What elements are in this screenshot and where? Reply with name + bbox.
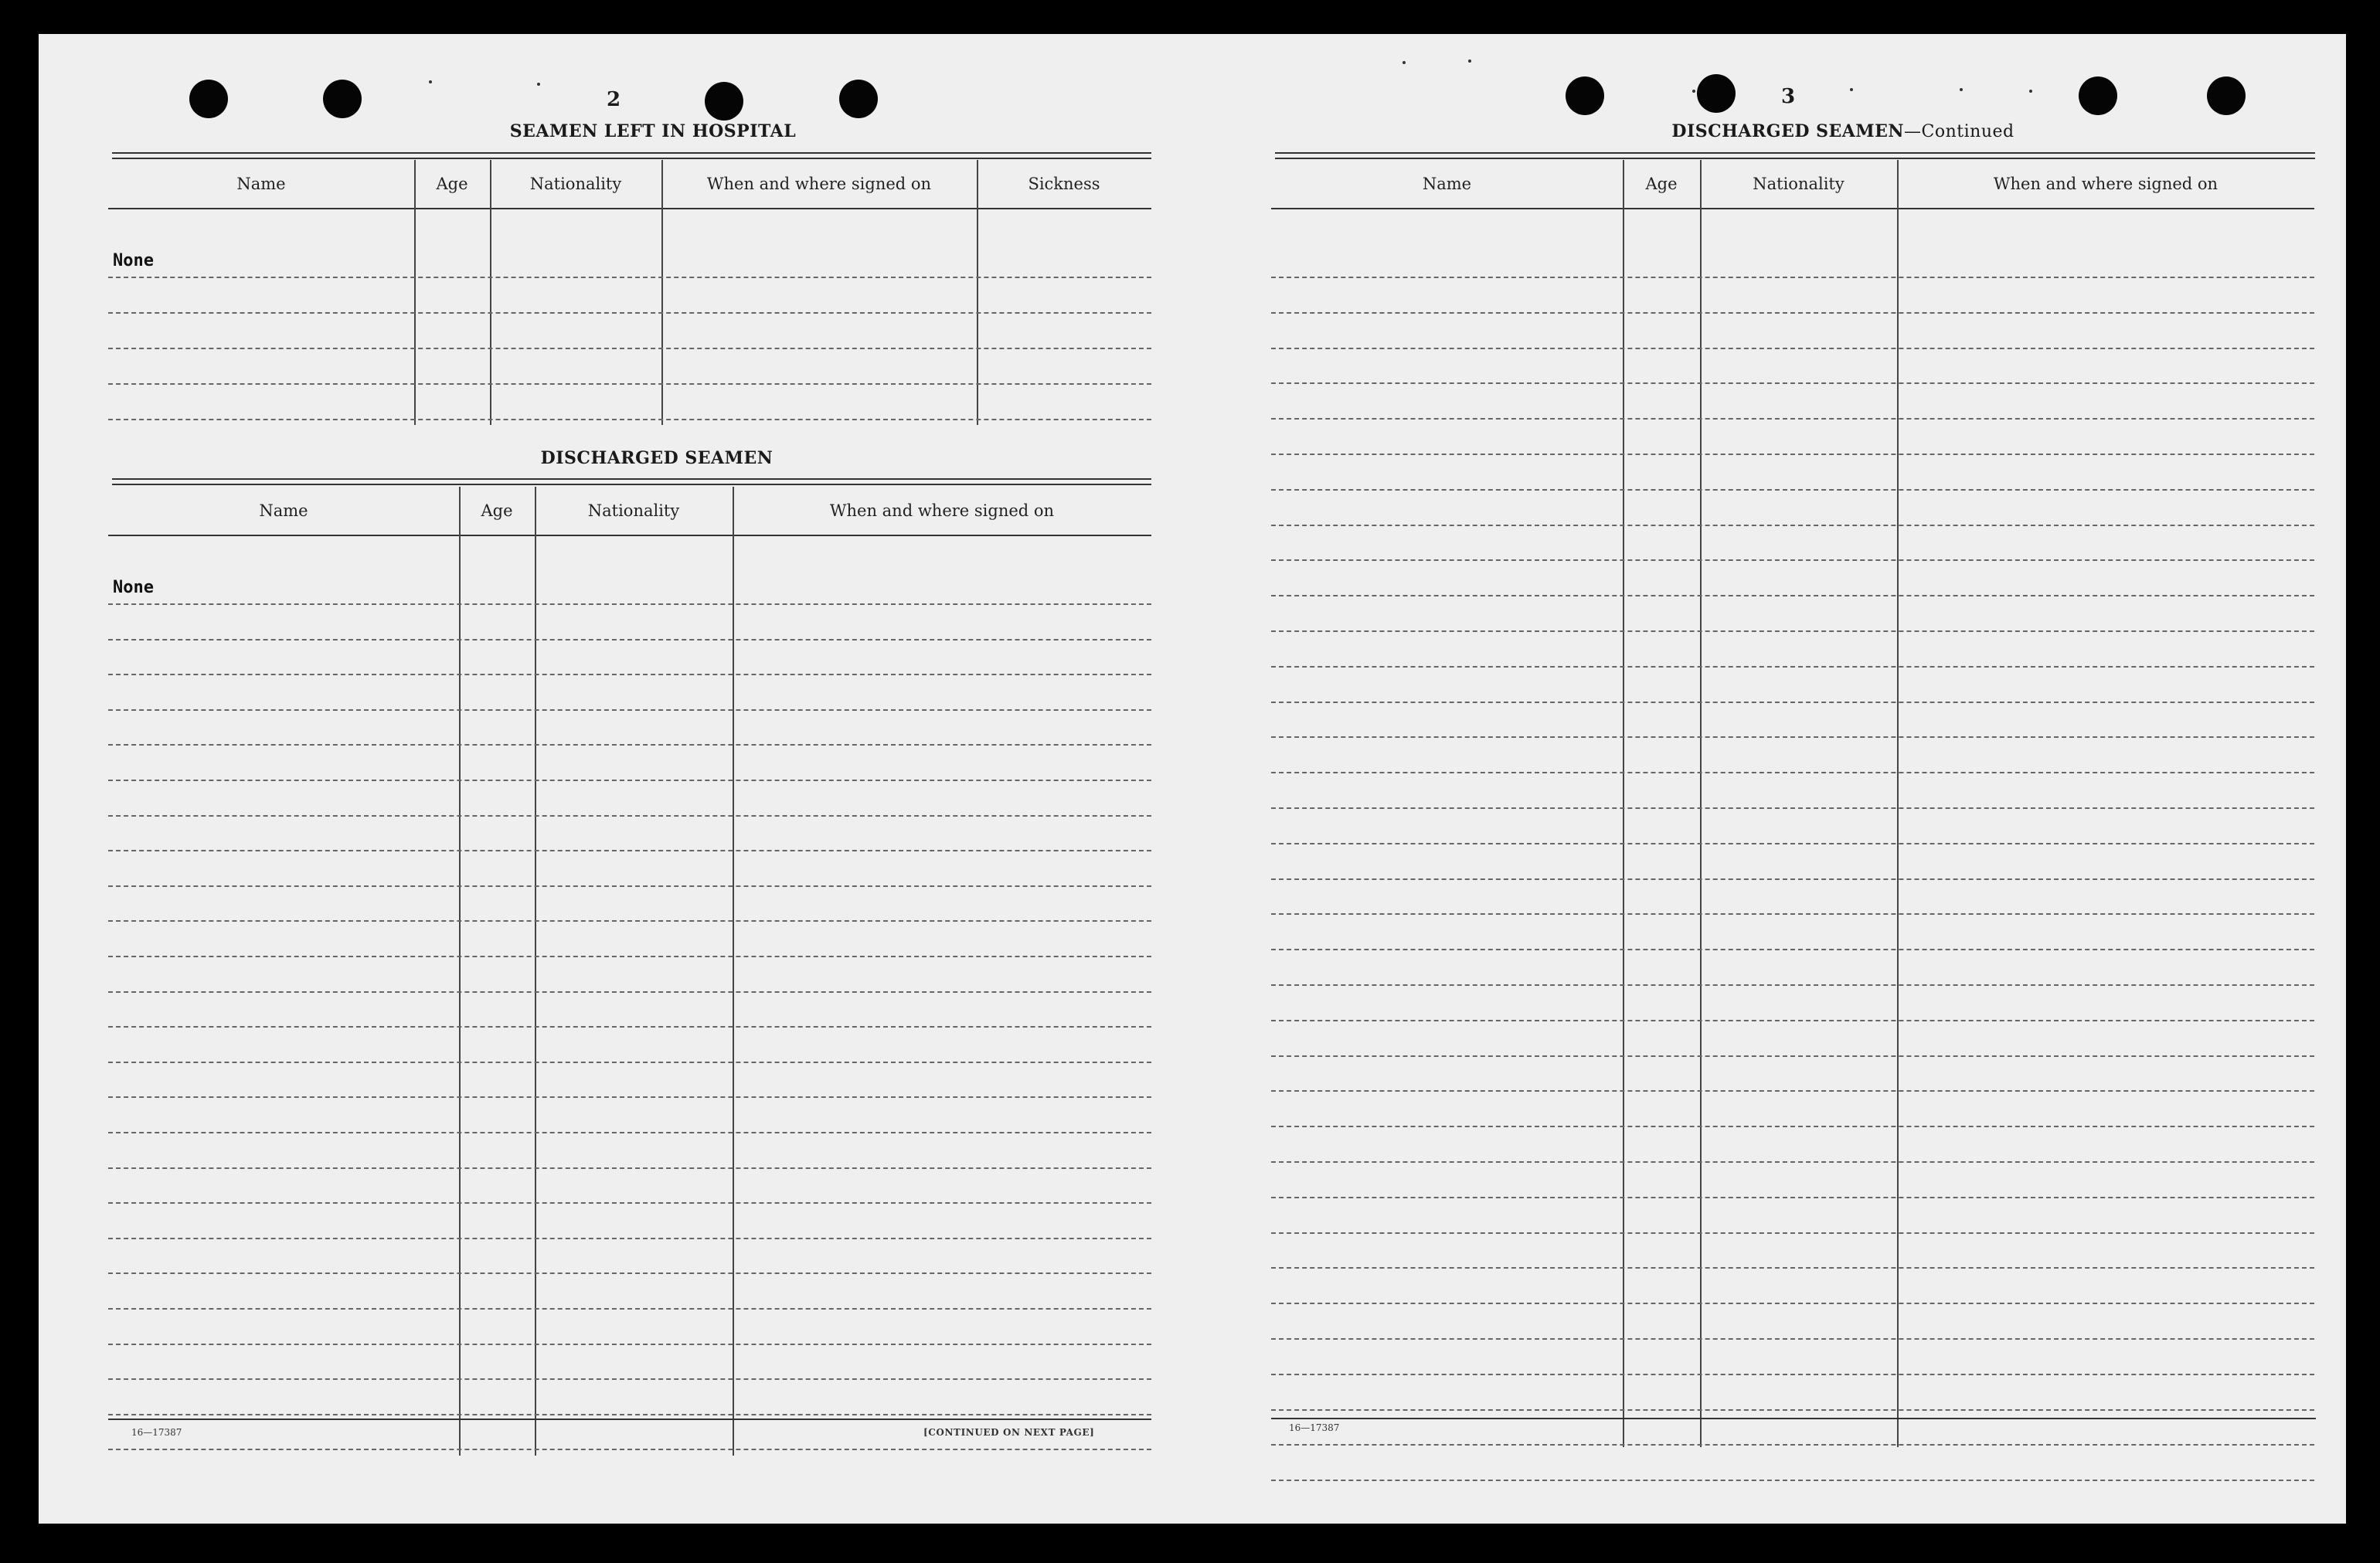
table-row (1271, 1126, 2314, 1127)
col-header-signed-on: When and where signed on (829, 501, 1055, 520)
table-row (1271, 418, 2314, 420)
table-row (1271, 702, 2314, 703)
table-row (108, 1202, 1151, 1204)
hospital-title-rule (112, 152, 1151, 159)
table-row (1271, 666, 2314, 668)
table-row (108, 1096, 1151, 1098)
table-row (108, 277, 1151, 278)
scan-speck (537, 83, 540, 86)
punch-hole (2079, 76, 2117, 115)
table-row (1271, 736, 2314, 738)
table-row (1271, 772, 2314, 773)
punch-hole (323, 80, 362, 118)
table-row (1271, 984, 2314, 986)
table-row (1271, 1409, 2314, 1411)
table-row (108, 991, 1151, 993)
discharged-table-left (108, 487, 1151, 1456)
title-continued: —Continued (1904, 122, 2014, 141)
table-row (108, 419, 1151, 420)
column-divider (459, 487, 461, 1456)
table-row (1271, 1374, 2314, 1375)
table-row (108, 312, 1151, 314)
table-row (1271, 1267, 2314, 1269)
table-row (108, 1344, 1151, 1345)
discharged-table-right (1271, 160, 2314, 1447)
discharged-continued-header (1271, 160, 2314, 209)
table-row (1271, 630, 2314, 632)
table-row (1271, 913, 2314, 915)
hospital-table-header (108, 160, 1151, 209)
punch-hole (705, 82, 743, 121)
table-row (1271, 1338, 2314, 1340)
table-row (108, 1308, 1151, 1310)
table-row (1271, 807, 2314, 809)
column-divider (490, 160, 491, 425)
column-divider (661, 160, 663, 425)
table-row (1271, 1444, 2314, 1446)
table-row (108, 348, 1151, 349)
table-row (108, 1449, 1151, 1450)
punch-hole (2207, 76, 2246, 115)
table-row (1271, 1303, 2314, 1304)
discharged-continued-title (1538, 121, 2148, 141)
table-row (108, 1272, 1151, 1274)
table-row (1271, 312, 2314, 314)
table-row (1271, 525, 2314, 526)
table-row (108, 1062, 1151, 1063)
scan-speck (1960, 88, 1963, 91)
footer-rule (108, 1419, 1151, 1420)
column-divider (733, 487, 734, 1456)
table-row (1271, 277, 2314, 278)
table-row (1271, 454, 2314, 455)
page-number-left: 2 (607, 88, 621, 111)
discharged-section-title: DISCHARGED SEAMEN (540, 448, 774, 468)
column-divider (414, 160, 416, 425)
hospital-entry-name: None (113, 251, 154, 270)
scan-speck (1850, 88, 1853, 91)
table-row (108, 1026, 1151, 1028)
table-row (108, 850, 1151, 851)
punch-hole (1697, 74, 1736, 113)
table-row (1271, 1232, 2314, 1234)
table-row (108, 1238, 1151, 1239)
scanned-document-sheet (39, 34, 2346, 1524)
footer-rule (1271, 1418, 2316, 1419)
discharged-continued-rule (1275, 152, 2315, 159)
table-row (108, 603, 1151, 605)
table-row (1271, 1020, 2314, 1021)
table-row (108, 639, 1151, 640)
discharged-table-header (108, 487, 1151, 536)
col-header-nationality: Nationality (1753, 175, 1844, 193)
hospital-section-title: SEAMEN LEFT IN HOSPITAL (509, 121, 797, 141)
continued-note: [CONTINUED ON NEXT PAGE] (923, 1427, 1095, 1438)
table-row (108, 780, 1151, 781)
col-header-age: Age (1645, 175, 1678, 193)
table-row (108, 744, 1151, 746)
discharged-title-rule (112, 478, 1151, 485)
column-divider (1897, 160, 1899, 1447)
column-divider (1700, 160, 1702, 1447)
table-row (1271, 1161, 2314, 1163)
table-row (1271, 348, 2314, 349)
punch-hole (189, 80, 228, 118)
table-row (1271, 949, 2314, 950)
table-row (1271, 595, 2314, 596)
form-code-right: 16—17387 (1289, 1422, 1340, 1433)
table-row (108, 1378, 1151, 1380)
table-row (108, 815, 1151, 817)
table-row (108, 1414, 1151, 1415)
table-row (108, 1167, 1151, 1169)
col-header-name: Name (1422, 175, 1472, 193)
col-header-nationality: Nationality (529, 175, 622, 193)
scan-speck (1468, 59, 1471, 63)
scan-speck (1402, 61, 1406, 64)
scan-speck (1692, 90, 1695, 93)
form-code-left: 16—17387 (131, 1427, 182, 1438)
table-row (108, 920, 1151, 922)
page-number-right: 3 (1781, 85, 1796, 108)
column-divider (535, 487, 536, 1456)
col-header-nationality: Nationality (587, 501, 680, 520)
column-divider (1623, 160, 1624, 1447)
hospital-table (108, 160, 1151, 425)
discharged-entry-name: None (113, 578, 154, 597)
table-row (1271, 1090, 2314, 1092)
col-header-sickness: Sickness (1028, 175, 1100, 193)
table-row (1271, 559, 2314, 561)
title-main: DISCHARGED SEAMEN (1671, 121, 1905, 141)
table-row (1271, 878, 2314, 880)
table-row (1271, 1197, 2314, 1198)
col-header-name: Name (259, 501, 308, 520)
table-row (1271, 489, 2314, 491)
table-row (1271, 1055, 2314, 1057)
scan-speck (2029, 90, 2032, 93)
table-row (108, 709, 1151, 711)
scan-speck (429, 80, 432, 83)
table-row (108, 674, 1151, 675)
table-row (1271, 1480, 2314, 1481)
col-header-age: Age (481, 501, 513, 520)
punch-hole (1566, 76, 1604, 115)
table-row (1271, 382, 2314, 384)
col-header-name: Name (236, 175, 286, 193)
table-row (108, 383, 1151, 385)
table-row (108, 1132, 1151, 1133)
table-row (108, 956, 1151, 957)
punch-hole (839, 80, 878, 118)
column-divider (977, 160, 978, 425)
table-row (108, 885, 1151, 887)
table-row (1271, 843, 2314, 844)
col-header-signed-on: When and where signed on (1993, 175, 2218, 193)
col-header-signed-on: When and where signed on (706, 175, 932, 193)
col-header-age: Age (436, 175, 468, 193)
